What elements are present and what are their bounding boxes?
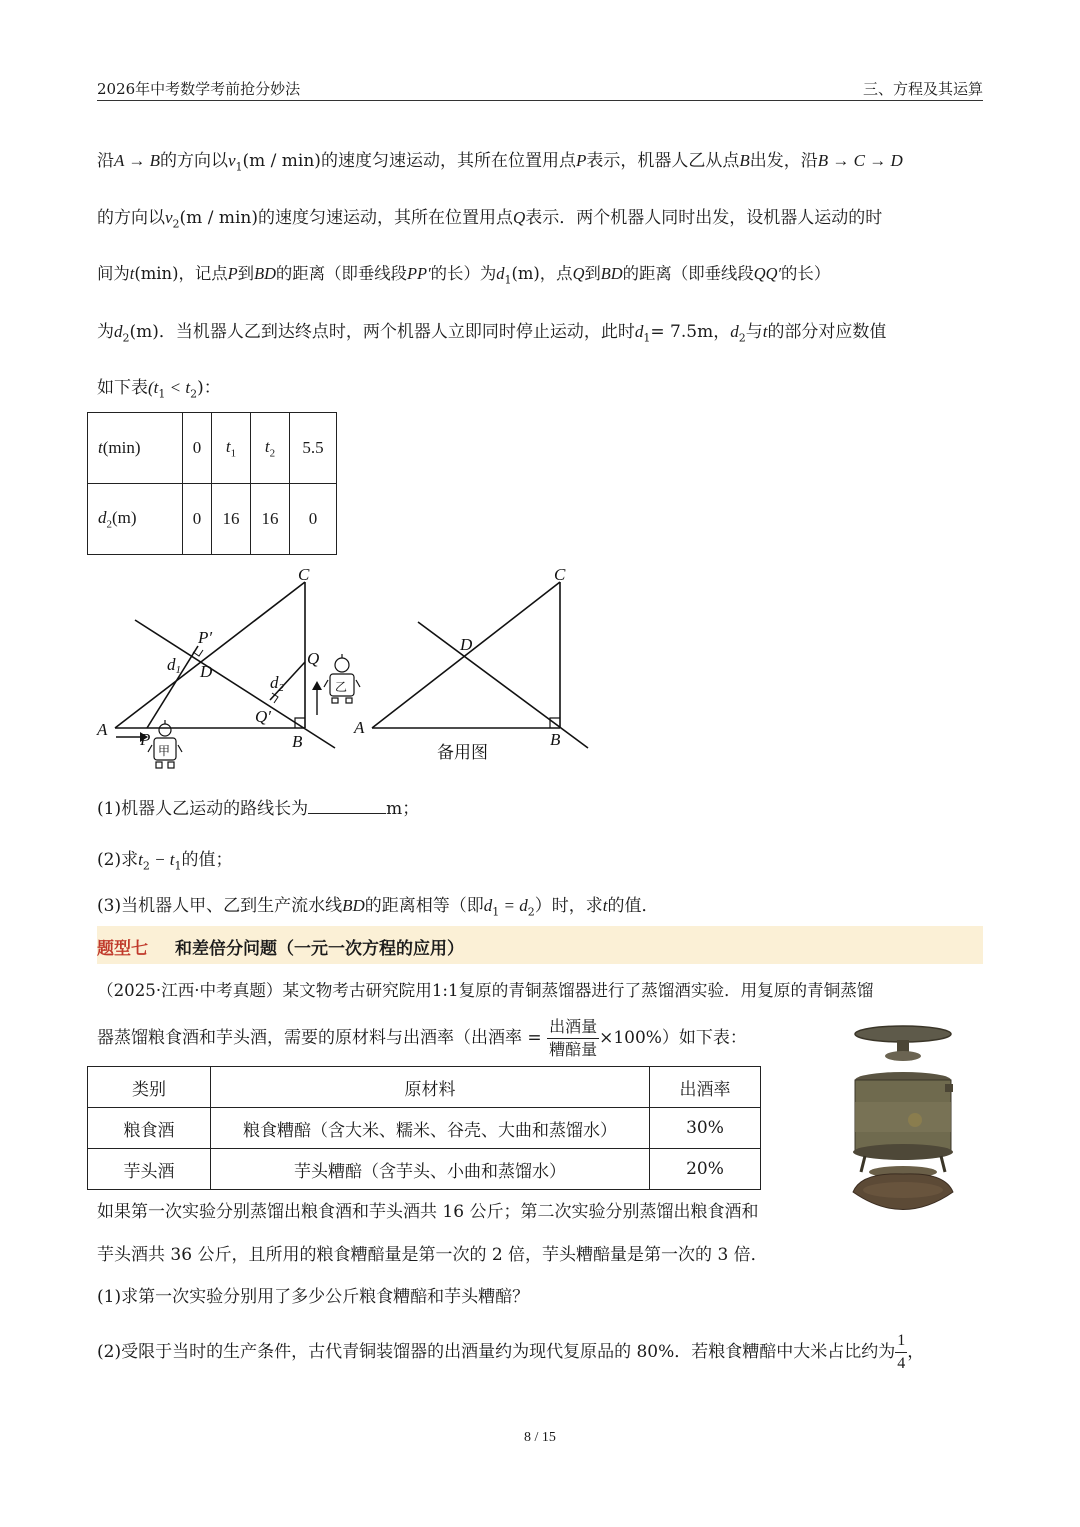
label-p: P (140, 730, 151, 749)
section-title: 和差倍分问题（一元一次方程的应用） (175, 939, 464, 959)
header-chapter: 三、方程及其运算 (862, 80, 983, 98)
section-tag: 题型七 (97, 939, 148, 959)
table-header-row (88, 1067, 761, 1108)
para1-line1: 沿A → B的方向以$v_1(m / \min)$的速度匀速运动，其所在位置用点P表示，机器人乙从点B出发，沿B → C → D (97, 151, 903, 174)
label-d: D (200, 662, 213, 681)
table-cell: 5.5 (290, 413, 337, 484)
backup-label-a: A (354, 718, 365, 737)
para1-line3: 间为t(min)，记点P到BD的距离（即垂线段PP′的长）为$d_1(m)$，点Q到BD的距离（即垂线段QQ′的长） (97, 264, 831, 287)
question-3: (3)当机器人甲、乙到生产流水线BD的距离相等（即$d_1 = d_2$）时，求t的值． (97, 896, 659, 919)
label-q: Q (307, 649, 320, 668)
para3-line2: 芋头酒共 36 公斤，且所用的粮食糟醅量是第一次的 2 倍，芋头糟醅量是第一次的 3 倍． (97, 1245, 768, 1265)
answer-blank[interactable] (308, 799, 386, 814)
table-row (88, 1149, 761, 1190)
table-header-d2: $d_2(m)$ (88, 484, 183, 555)
table-header-t: t(min) (88, 413, 183, 484)
label-c: C (298, 565, 310, 584)
table-cell: 0 (183, 484, 212, 555)
data-table-t-d2 (87, 412, 337, 555)
table-header: 类别 (88, 1067, 211, 1108)
label-jia: 甲 (158, 744, 171, 758)
label-q-prime: Q′ (255, 707, 271, 726)
table-cell: 30% (650, 1108, 761, 1149)
table-header: 原材料 (211, 1067, 650, 1108)
para1-line4: 为$d_2(m)$．当机器人乙到达终点时，两个机器人立即同时停止运动，此时$d_1= 7.5m$，$d_2$与t的部分对应数值 (97, 322, 887, 345)
table-cell: $t_2$ (251, 413, 290, 484)
robot-yi-icon (324, 654, 360, 703)
table-cell: 粮食酒 (88, 1108, 211, 1149)
table-cell: 芋头糟醅（含芋头、小曲和蒸馏水） (211, 1149, 650, 1190)
table-row (88, 1108, 761, 1149)
section-heading (97, 926, 983, 964)
para2-line2: 器蒸馏粮食酒和芋头酒，需要的原材料与出酒率（出酒率 = $\frac{\text{出酒量}}{\text{糟醅量}}$ ×100%）如下表： (97, 1017, 747, 1059)
table-cell: 0 (290, 484, 337, 555)
para2-line1: （2025·江西·中考真题）某文物考古研究院用1:1复原的青铜蒸馏器进行了蒸馏酒实验．用复原的青铜蒸馏 (97, 981, 874, 1000)
backup-label-c: C (554, 565, 566, 584)
table-header: 出酒率 (650, 1067, 761, 1108)
arrow-head-icon (312, 681, 322, 690)
para1-line5: 如下表$(t_1 < t_2)$： (97, 378, 221, 401)
label-yi: 乙 (335, 680, 348, 694)
table-row (88, 484, 337, 555)
para1-line2: 的方向以$v_2(m / \min)$的速度匀速运动，其所在位置用点Q表示．两个机器人同时出发，设机器人运动的时 (97, 208, 883, 231)
backup-label-b: B (550, 730, 561, 749)
label-d2: d2 (270, 673, 284, 694)
formula-fraction: $\frac{\text{出酒量}}{\text{糟醅量}}$ (549, 1017, 598, 1059)
table-row (88, 413, 337, 484)
backup-line-bd (418, 622, 588, 748)
page-number: 8 / 15 (524, 1430, 556, 1445)
table-cell: 粮食糟醅（含大米、糯米、谷壳、大曲和蒸馏水） (211, 1108, 650, 1149)
page-header (97, 78, 983, 101)
para3-question-1: (1)求第一次实验分别用了多少公斤粮食糟醅和芋头糟醅？ (97, 1287, 530, 1307)
label-b: B (292, 732, 303, 751)
label-p-prime: P′ (198, 628, 213, 647)
table-cell: 0 (183, 413, 212, 484)
label-a: A (97, 720, 108, 739)
table-cell: $t_1$ (212, 413, 251, 484)
para3-question-2: (2)受限于当时的生产条件，古代青铜装馏器的出酒量约为现代复原品的 80%．若粮食糟醅中大米占比约为 $\frac{1}{4}$ ， (97, 1330, 924, 1375)
table-cell: 20% (650, 1149, 761, 1190)
backup-caption: 备用图 (437, 743, 488, 763)
segment-ac (115, 582, 305, 728)
label-d1: d1 (167, 655, 181, 676)
fraction-one-quarter: $\frac{1}{4}$ (897, 1332, 906, 1372)
liquor-table (87, 1066, 761, 1190)
question-2: (2)求$t_2 - t_1$的值； (97, 850, 233, 873)
para3-line1: 如果第一次实验分别蒸馏出粮食酒和芋头酒共 16 公斤；第二次实验分别蒸馏出粮食酒和 (97, 1202, 759, 1222)
question-1: (1)机器人乙运动的路线长为 m； (97, 799, 420, 819)
header-title: 2026年中考数学考前抢分妙法 (97, 80, 301, 98)
bronze-distiller-image (845, 1022, 955, 1222)
table-cell: 芋头酒 (88, 1149, 211, 1190)
table-cell: 16 (212, 484, 251, 555)
backup-label-d: D (460, 635, 473, 654)
geometry-figure (90, 560, 610, 785)
table-cell: 16 (251, 484, 290, 555)
